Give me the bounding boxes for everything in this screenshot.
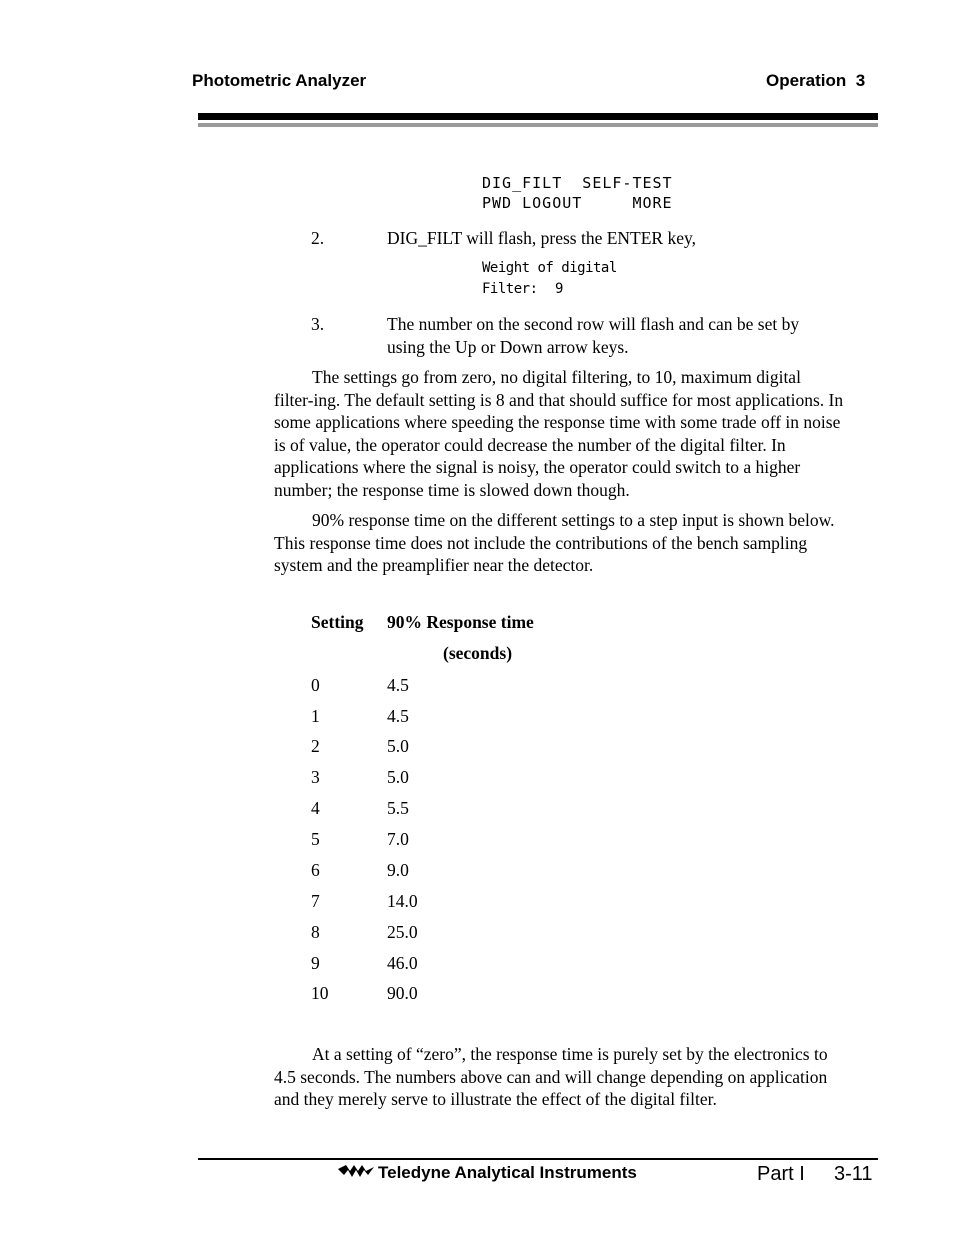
footer-page-number: 3-11 [834, 1163, 873, 1185]
table-header-response-time: 90% Response time [387, 612, 534, 632]
table-cell-time: 25.0 [387, 922, 418, 942]
table-cell-time: 9.0 [387, 860, 409, 880]
table-cell-setting: 5 [311, 829, 320, 849]
table-cell-time: 4.5 [387, 706, 409, 726]
table-cell-time: 7.0 [387, 829, 409, 849]
display-screen2-value: 9 [555, 281, 564, 297]
table-header-units: (seconds) [443, 643, 513, 663]
table-cell-setting: 7 [311, 891, 320, 911]
step-2-number: 2. [311, 228, 325, 248]
table-cell-setting: 1 [311, 706, 320, 726]
footer-part: Part I [757, 1163, 805, 1185]
header-rule-thick [198, 113, 878, 120]
table-cell-time: 46.0 [387, 953, 418, 973]
table-cell-time: 5.0 [387, 736, 409, 756]
paragraph-zero-setting: At a setting of “zero”, the response time is purely set by the electronics to 4.5 seconds. The numbers above can and will change depending on application and they merely serve to illustrate the effect of the digital filter. [274, 1044, 828, 1109]
table-cell-setting: 0 [311, 675, 320, 695]
table-cell-setting: 9 [311, 953, 320, 973]
table-cell-setting: 3 [311, 767, 320, 787]
table-cell-setting: 10 [311, 983, 329, 1003]
footer-rule [198, 1158, 878, 1160]
display-screen2-label: Filter: [482, 281, 538, 297]
step-3-number: 3. [311, 314, 325, 334]
paragraph-settings: The settings go from zero, no digital filtering, to 10, maximum digital filter-ing. The default setting is 8 and that should suffice for most applications. In some applications where speeding the response time with some trade off in noise is of value, the operator could decrease the number of the digital filter. In applications where the signal is noisy, the operator could switch to a higher number; the response time is slowed down though. [274, 367, 844, 500]
table-cell-time: 4.5 [387, 675, 409, 695]
display-screen-line-2: PWD LOGOUT MORE [482, 194, 673, 212]
step-3-text-line-1: The number on the second row will flash and can be set by [387, 314, 800, 334]
running-header-title: Photometric Analyzer [192, 71, 367, 90]
table-cell-setting: 6 [311, 860, 320, 880]
table-header-setting: Setting [311, 612, 364, 632]
step-2-text: DIG_FILT will flash, press the ENTER key, [387, 228, 696, 248]
table-cell-setting: 4 [311, 798, 320, 818]
table-cell-time: 5.0 [387, 767, 409, 787]
table-cell-time: 90.0 [387, 983, 418, 1003]
display-screen2-line-1: Weight of digital [482, 260, 617, 276]
header-rule-shadow [198, 123, 878, 127]
display-screen-line-1: DIG_FILT SELF-TEST [482, 174, 673, 192]
table-cell-time: 5.5 [387, 798, 409, 818]
table-cell-setting: 8 [311, 922, 320, 942]
footer-company-name: Teledyne Analytical Instruments [378, 1163, 637, 1182]
running-header-section: Operation 3 [766, 71, 866, 90]
step-3-text-line-2: using the Up or Down arrow keys. [387, 337, 629, 357]
table-cell-time: 14.0 [387, 891, 418, 911]
paragraph-response-time: 90% response time on the different settings to a step input is shown below. This response time does not include the contributions of the bench sampling system and the preamplifier near the detector. [274, 510, 835, 575]
table-cell-setting: 2 [311, 736, 320, 756]
teledyne-logo-icon [338, 1165, 374, 1179]
